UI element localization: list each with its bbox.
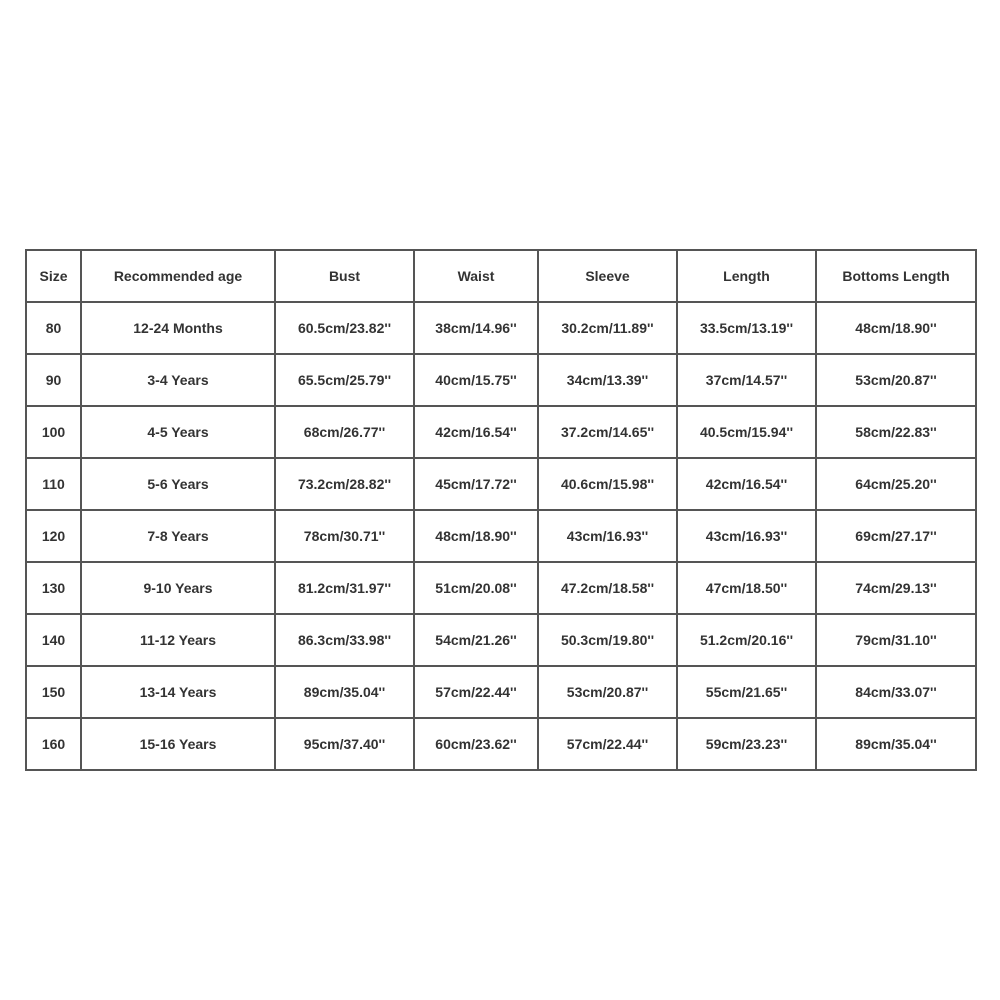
cell-recommended-age: 11-12 Years <box>81 614 275 666</box>
cell-length: 33.5cm/13.19'' <box>677 302 816 354</box>
table-row <box>26 406 976 458</box>
header-waist: Waist <box>414 250 538 302</box>
cell-recommended-age: 15-16 Years <box>81 718 275 770</box>
cell-sleeve: 34cm/13.39'' <box>538 354 677 406</box>
table-row <box>26 562 976 614</box>
cell-recommended-age: 7-8 Years <box>81 510 275 562</box>
cell-bottoms-length: 48cm/18.90'' <box>816 302 976 354</box>
cell-bust: 95cm/37.40'' <box>275 718 414 770</box>
cell-bust: 65.5cm/25.79'' <box>275 354 414 406</box>
cell-recommended-age: 9-10 Years <box>81 562 275 614</box>
cell-bust: 89cm/35.04'' <box>275 666 414 718</box>
cell-bottoms-length: 53cm/20.87'' <box>816 354 976 406</box>
header-length: Length <box>677 250 816 302</box>
cell-length: 43cm/16.93'' <box>677 510 816 562</box>
cell-length: 42cm/16.54'' <box>677 458 816 510</box>
table-row <box>26 510 976 562</box>
table-row <box>26 718 976 770</box>
cell-recommended-age: 4-5 Years <box>81 406 275 458</box>
table-row <box>26 302 976 354</box>
cell-bust: 86.3cm/33.98'' <box>275 614 414 666</box>
cell-waist: 51cm/20.08'' <box>414 562 538 614</box>
cell-bust: 78cm/30.71'' <box>275 510 414 562</box>
cell-waist: 42cm/16.54'' <box>414 406 538 458</box>
cell-size: 140 <box>26 614 81 666</box>
header-size: Size <box>26 250 81 302</box>
cell-bust: 73.2cm/28.82'' <box>275 458 414 510</box>
cell-size: 100 <box>26 406 81 458</box>
cell-waist: 57cm/22.44'' <box>414 666 538 718</box>
cell-bottoms-length: 74cm/29.13'' <box>816 562 976 614</box>
cell-waist: 45cm/17.72'' <box>414 458 538 510</box>
cell-bottoms-length: 58cm/22.83'' <box>816 406 976 458</box>
table-row <box>26 666 976 718</box>
cell-length: 59cm/23.23'' <box>677 718 816 770</box>
cell-bottoms-length: 69cm/27.17'' <box>816 510 976 562</box>
cell-size: 110 <box>26 458 81 510</box>
cell-bottoms-length: 84cm/33.07'' <box>816 666 976 718</box>
cell-length: 40.5cm/15.94'' <box>677 406 816 458</box>
table-row <box>26 458 976 510</box>
cell-bottoms-length: 79cm/31.10'' <box>816 614 976 666</box>
cell-waist: 40cm/15.75'' <box>414 354 538 406</box>
cell-length: 55cm/21.65'' <box>677 666 816 718</box>
cell-sleeve: 47.2cm/18.58'' <box>538 562 677 614</box>
cell-recommended-age: 5-6 Years <box>81 458 275 510</box>
cell-sleeve: 50.3cm/19.80'' <box>538 614 677 666</box>
cell-waist: 48cm/18.90'' <box>414 510 538 562</box>
header-sleeve: Sleeve <box>538 250 677 302</box>
cell-bust: 68cm/26.77'' <box>275 406 414 458</box>
cell-sleeve: 40.6cm/15.98'' <box>538 458 677 510</box>
header-bust: Bust <box>275 250 414 302</box>
cell-recommended-age: 3-4 Years <box>81 354 275 406</box>
cell-sleeve: 30.2cm/11.89'' <box>538 302 677 354</box>
cell-size: 150 <box>26 666 81 718</box>
cell-length: 51.2cm/20.16'' <box>677 614 816 666</box>
cell-bottoms-length: 89cm/35.04'' <box>816 718 976 770</box>
cell-waist: 60cm/23.62'' <box>414 718 538 770</box>
cell-size: 160 <box>26 718 81 770</box>
cell-recommended-age: 13-14 Years <box>81 666 275 718</box>
table-row <box>26 354 976 406</box>
header-row <box>26 250 976 302</box>
cell-size: 80 <box>26 302 81 354</box>
cell-length: 37cm/14.57'' <box>677 354 816 406</box>
cell-size: 90 <box>26 354 81 406</box>
cell-recommended-age: 12-24 Months <box>81 302 275 354</box>
cell-size: 120 <box>26 510 81 562</box>
cell-bottoms-length: 64cm/25.20'' <box>816 458 976 510</box>
table-row <box>26 614 976 666</box>
cell-sleeve: 43cm/16.93'' <box>538 510 677 562</box>
cell-bust: 81.2cm/31.97'' <box>275 562 414 614</box>
cell-size: 130 <box>26 562 81 614</box>
cell-sleeve: 53cm/20.87'' <box>538 666 677 718</box>
cell-length: 47cm/18.50'' <box>677 562 816 614</box>
header-bottoms-length: Bottoms Length <box>816 250 976 302</box>
cell-bust: 60.5cm/23.82'' <box>275 302 414 354</box>
cell-waist: 54cm/21.26'' <box>414 614 538 666</box>
cell-waist: 38cm/14.96'' <box>414 302 538 354</box>
size-chart-table <box>25 249 977 771</box>
header-recommended-age: Recommended age <box>81 250 275 302</box>
cell-sleeve: 37.2cm/14.65'' <box>538 406 677 458</box>
cell-sleeve: 57cm/22.44'' <box>538 718 677 770</box>
